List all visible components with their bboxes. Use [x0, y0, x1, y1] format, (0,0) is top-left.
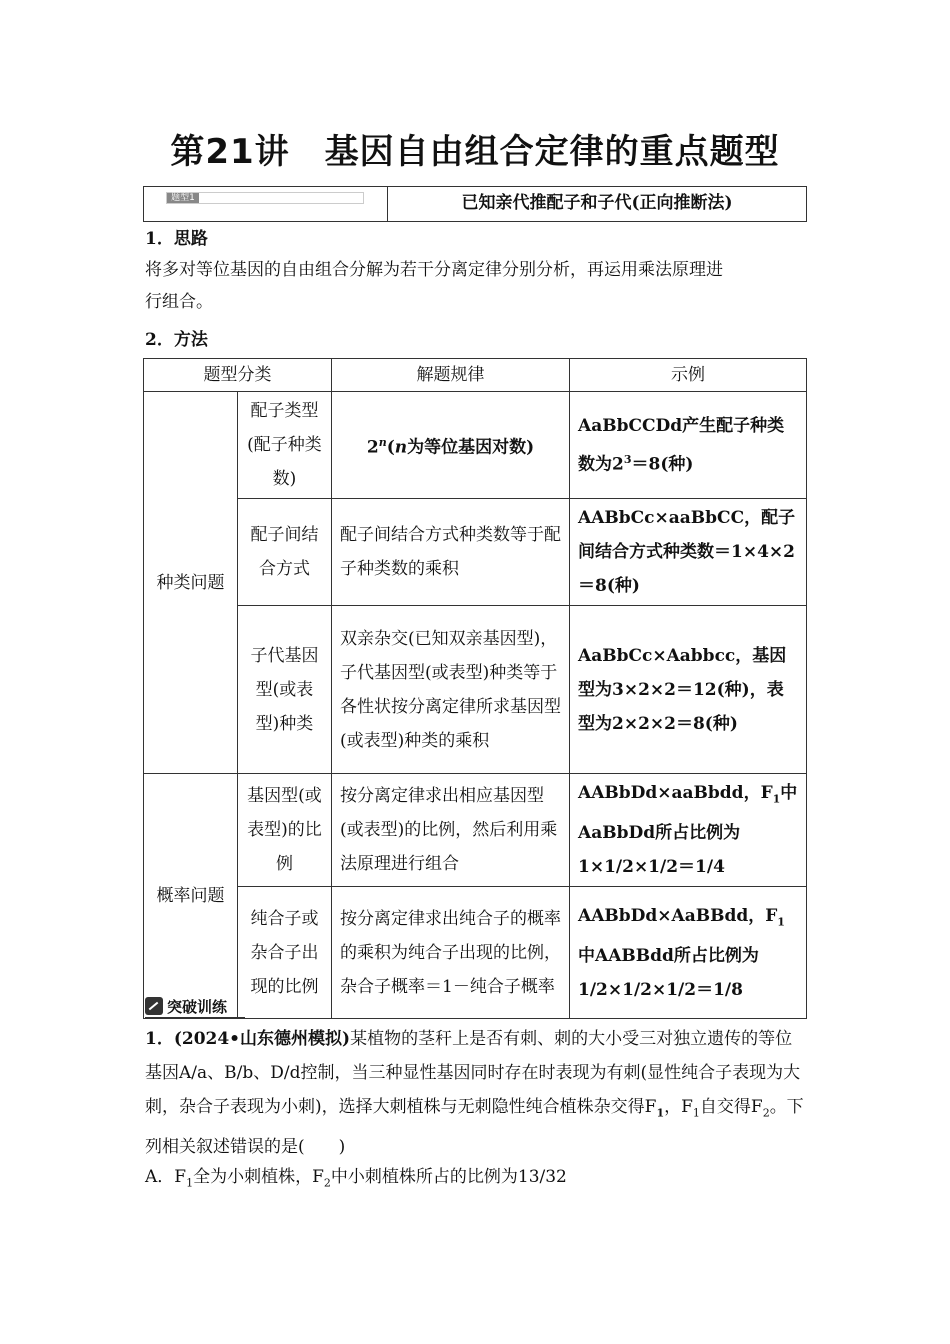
question-1: 1．(2024•山东德州模拟)某植物的茎秆上是否有刺、刺的大小受三对独立遗传的等位基因A/a、B/b、D/d控制，当三种显性基因同时存在时表现为有刺(显性纯合子表现为大刺，杂合子表现为小刺)，选择大刺植株与无刺隐性纯合植株杂交得$F_1$，$F_1$自交得$F_2$。下列相关叙述错误的是( ): [145, 1029, 804, 1158]
topic-title: 已知亲代推配子和子代(正向推断法): [461, 193, 733, 213]
training-heading: 突破训练: [145, 996, 227, 1016]
header-example: 示例: [570, 359, 807, 392]
page-title: 第21讲 基因自由组合定律的重点题型: [170, 132, 780, 172]
method-table: [143, 358, 807, 1019]
option-a: A．$F_1$全为小刺植株，$F_2$中小刺植株所占的比例为13/32: [145, 1167, 567, 1190]
topic-bar: [143, 186, 807, 222]
table-row: 配子间结合方式 配子间结合方式种类数等于配子种类数的乘积 AABbCc×aaBbCC，配子间结合方式种类数＝1×4×2＝8(种): [144, 499, 807, 606]
header-rule: 解题规律: [332, 359, 570, 392]
section-heading-1: 1．思路: [145, 229, 208, 249]
header-category: 题型分类: [144, 359, 332, 392]
table-row: 种类问题 配子类型(配子种类数) 2$^n$(n为等位基因对数) AaBbCCDd产生配子种类数为$2^3=8$(种): [144, 392, 807, 499]
table-row: 概率问题 基因型(或表型)的比例 按分离定律求出相应基因型(或表型)的比例，然后利用乘法原理进行组合 AABbDd×aaBbdd，$F_1$中AaBbDd所占比例为1×1/2×1/2＝1/4: [144, 774, 807, 887]
table-header-row: [144, 359, 807, 392]
table-row: 纯合子或杂合子出现的比例 按分离定律求出纯合子的概率的乘积为纯合子出现的比例，杂合子概率＝1－纯合子概率 AABbDd×AaBBdd，$F_1$中AABBdd所占比例为1/2×1/2×1/2＝1/8: [144, 887, 807, 1019]
section-1-text: 将多对等位基因的自由组合分解为若干分离定律分别分析，再运用乘法原理进 行组合。: [145, 260, 723, 312]
topic-tag: 题型1: [166, 192, 364, 204]
section-heading-2: 2．方法: [145, 330, 208, 350]
group-kind: 种类问题: [144, 392, 238, 774]
pen-icon: [145, 997, 163, 1015]
group-probability: 概率问题: [144, 774, 238, 1019]
table-row: 子代基因型(或表型)种类 双亲杂交(已知双亲基因型)，子代基因型(或表型)种类等于各性状按分离定律所求基因型(或表型)种类的乘积 AaBbCc×Aabbcc，基因型为3×2×2＝12(种)，表型为2×2×2＝8(种): [144, 606, 807, 774]
